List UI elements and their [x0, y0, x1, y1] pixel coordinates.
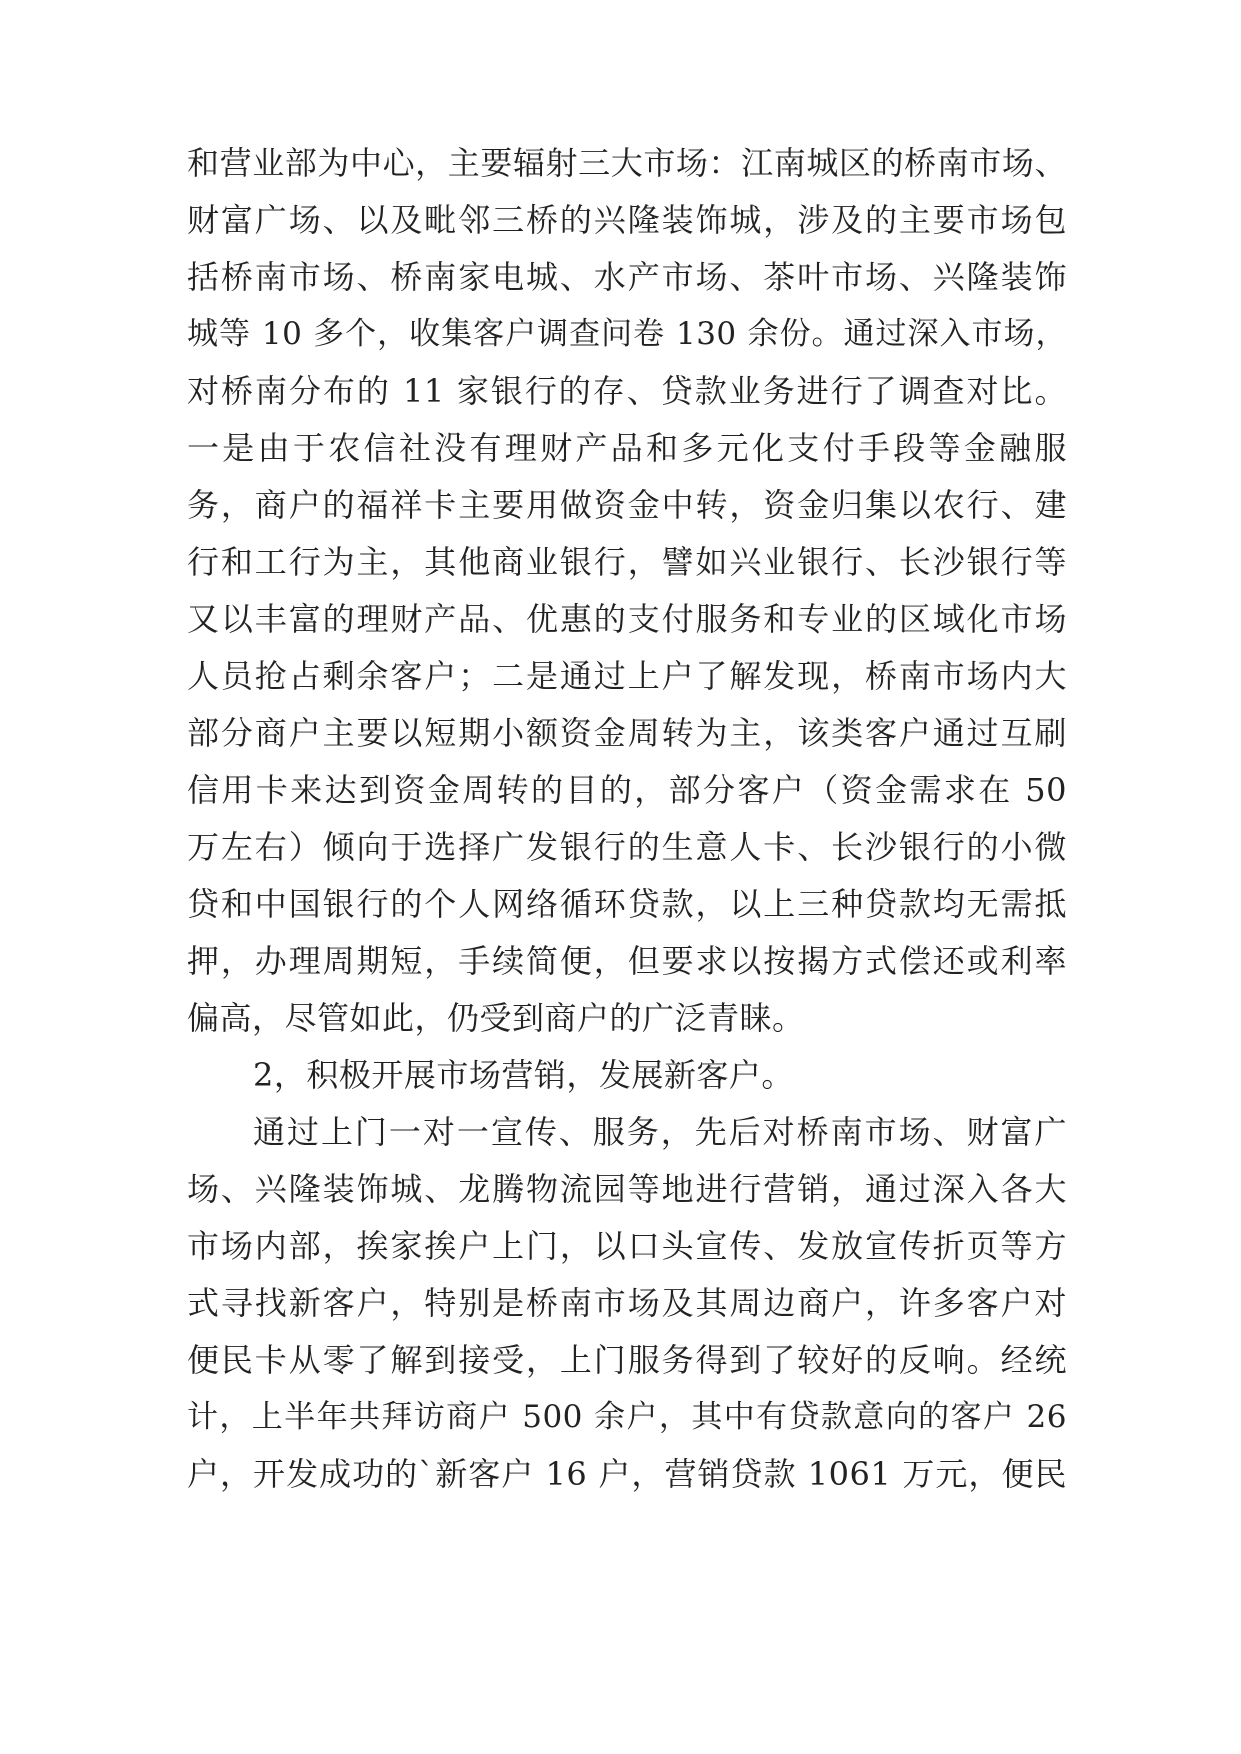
text-line-15: 押，办理周期短，手续简便，但要求以按揭方式偿还或利率	[187, 942, 1067, 980]
text-line-4: 城等 10 多个，收集客户调查问卷 130 余份。通过深入市场，	[187, 316, 1067, 352]
text-line-22: 便民卡从零了解到接受，上门服务得到了较好的反响。经统	[187, 1341, 1067, 1379]
text-line-13: 万左右）倾向于选择广发银行的生意人卡、长沙银行的小微	[187, 828, 1067, 866]
text-line-10: 人员抢占剩余客户；二是通过上户了解发现，桥南市场内大	[187, 657, 1067, 695]
text-line-11: 部分商户主要以短期小额资金周转为主，该类客户通过互刷	[187, 714, 1067, 752]
text-line-5: 对桥南分布的 11 家银行的存、贷款业务进行了调查对比。	[187, 372, 1067, 410]
text-line-7: 务，商户的福祥卡主要用做资金中转，资金归集以农行、建	[187, 486, 1067, 524]
text-line-24: 户，开发成功的`新客户 16 户，营销贷款 1061 万元，便民	[187, 1455, 1067, 1493]
text-line-23: 计，上半年共拜访商户 500 余户，其中有贷款意向的客户 26	[187, 1399, 1067, 1435]
text-line-20: 市场内部，挨家挨户上门，以口头宣传、发放宣传折页等方	[187, 1227, 1067, 1265]
text-line-9: 又以丰富的理财产品、优惠的支付服务和专业的区域化市场	[187, 600, 1067, 638]
text-line-2: 财富广场、以及毗邻三桥的兴隆装饰城，涉及的主要市场包	[187, 201, 1067, 239]
text-line-18: 通过上门一对一宣传、服务，先后对桥南市场、财富广	[253, 1113, 1067, 1151]
text-line-3: 括桥南市场、桥南家电城、水产市场、茶叶市场、兴隆装饰	[187, 258, 1067, 296]
text-line-1: 和营业部为中心，主要辐射三大市场：江南城区的桥南市场、	[187, 144, 1067, 182]
text-line-21: 式寻找新客户，特别是桥南市场及其周边商户，许多客户对	[187, 1284, 1067, 1322]
text-line-6: 一是由于农信社没有理财产品和多元化支付手段等金融服	[187, 429, 1067, 467]
text-line-14: 贷和中国银行的个人网络循环贷款，以上三种贷款均无需抵	[187, 885, 1067, 923]
section-heading: 2，积极开展市场营销，发展新客户。	[253, 1056, 794, 1094]
text-line-12: 信用卡来达到资金周转的目的，部分客户（资金需求在 50	[187, 771, 1067, 809]
text-line-8: 行和工行为主，其他商业银行，譬如兴业银行、长沙银行等	[187, 543, 1067, 581]
text-line-19: 场、兴隆装饰城、龙腾物流园等地进行营销，通过深入各大	[187, 1170, 1067, 1208]
text-line-16: 偏高，尽管如此，仍受到商户的广泛青睐。	[187, 999, 805, 1037]
